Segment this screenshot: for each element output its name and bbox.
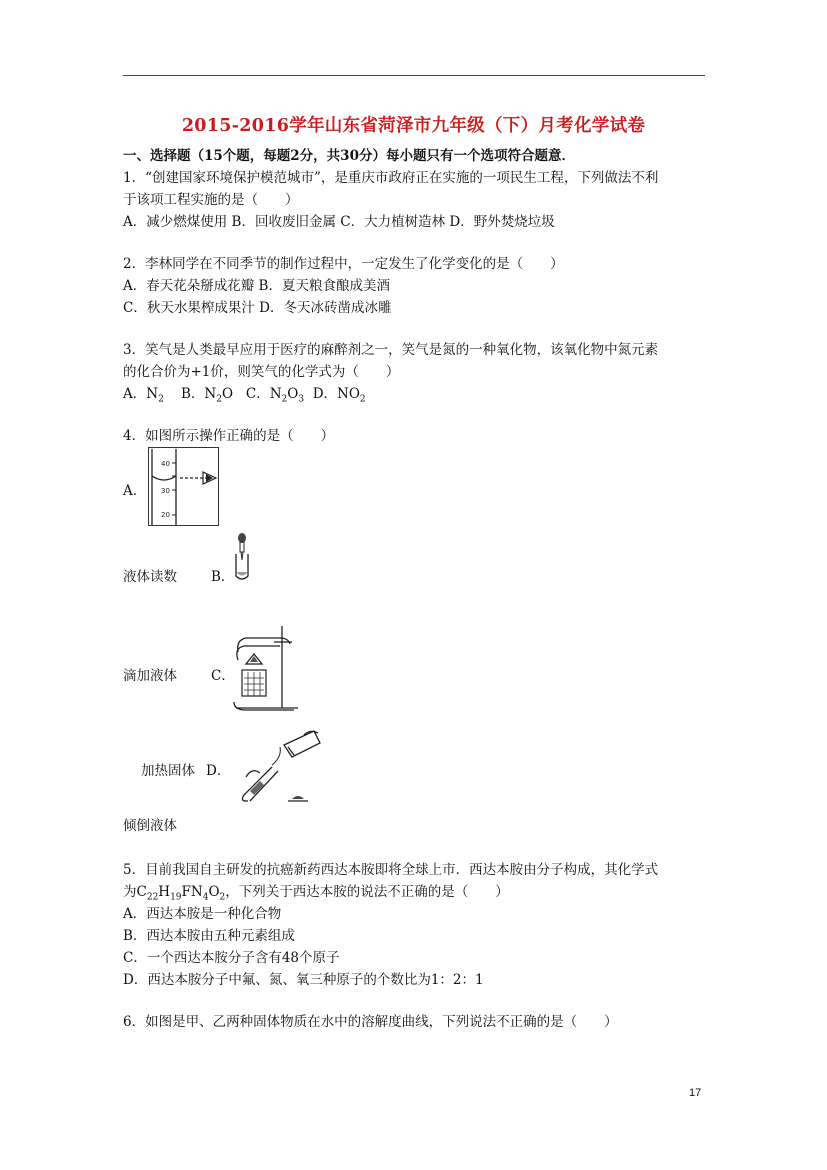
figure-a-cylinder-reading: [148, 447, 220, 527]
q6-stem: 6．如图是甲、乙两种固体物质在水中的溶解度曲线，下列说法不正确的是（ ）: [123, 1014, 618, 1030]
header-rule: [123, 75, 705, 76]
q5-option-d: D．西达本胺分子中氟、氮、氧三种原子的个数比为1：2：1: [123, 972, 484, 988]
q4-caption-liquid-reading: 液体读数: [123, 569, 177, 585]
q5-option-a: A．西达本胺是一种化合物: [123, 906, 282, 922]
q3-options: [123, 383, 366, 411]
q3-option-b: B．$N_2O$: [180, 386, 234, 405]
q3-stem-line1: 3．笑气是人类最早应用于医疗的麻醉剂之一，笑气是氮的一种氧化物，该氧化物中氮元素: [123, 342, 659, 358]
q5-stem-line2: 为$C_{22}H_{19}FN_4O_2$，下列关于西达本胺的说法不正确的是（ ）: [123, 884, 509, 903]
q2-options-ab: A．春天花朵掰成花瓣 B．夏天粮食酿成美酒: [123, 278, 390, 294]
q5-stem-line1: 5．目前我国自主研发的抗癌新药西达本胺即将全球上市．西达本胺由分子构成，其化学式: [123, 862, 659, 878]
q4-caption-pouring-liquid: 倾倒液体: [123, 818, 177, 834]
figure-b-dropper: [230, 532, 254, 582]
q4-option-c-label: C．: [211, 668, 235, 684]
cylinder-tick-30: 30: [161, 487, 170, 495]
q3-option-a: A．$N_2$: [123, 386, 164, 405]
q4-option-a-label: A．: [123, 483, 147, 499]
q5-formula: $C_{22}H_{19}FN_4O_2$: [136, 884, 226, 903]
q2-options-cd: C．秋天水果榨成果汁 D．冬天冰砖凿成冰雕: [123, 300, 392, 316]
q3-option-d: D．$NO_2$: [312, 386, 366, 405]
q4-option-b-label: B．: [211, 569, 235, 585]
section-heading: 一、选择题（15个题，每题2分，共30分）每小题只有一个选项符合题意．: [123, 148, 575, 164]
figure-c-heating-setup: [232, 620, 320, 714]
q2-stem: 2．李林同学在不同季节的制作过程中，一定发生了化学变化的是（ ）: [123, 256, 564, 272]
q4-option-d-label: D．: [206, 763, 231, 779]
q4-caption-dropping-liquid: 滴加液体: [123, 668, 177, 684]
figure-d-pouring: [232, 727, 324, 803]
q4-stem: 4．如图所示操作正确的是（ ）: [123, 428, 335, 444]
cylinder-tick-20: 20: [161, 511, 170, 519]
cylinder-tick-40: 40: [161, 460, 170, 468]
q1-stem-line1: 1．“创建国家环境保护模范城市”，是重庆市政府正在实施的一项民生工程，下列做法不利: [123, 170, 659, 186]
q1-stem-line2: 于该项工程实施的是（ ）: [123, 192, 299, 208]
q3-stem-line2: 的化合价为+1价，则笑气的化学式为（ ）: [123, 364, 400, 380]
q5-option-b: B．西达本胺由五种元素组成: [123, 928, 295, 944]
document-title: 2015-2016学年山东省菏泽市九年级（下）月考化学试卷: [181, 116, 646, 136]
q3-option-c: C．$N_2O_3$: [245, 386, 305, 405]
q4-caption-heating-solid: 加热固体: [141, 763, 195, 779]
q5-option-c: C．一个西达本胺分子含有48个原子: [123, 950, 340, 966]
page-number: 17: [689, 1087, 702, 1099]
q1-options: A．减少燃煤使用 B．回收废旧金属 C．大力植树造林 D．野外焚烧垃圾: [123, 214, 555, 230]
